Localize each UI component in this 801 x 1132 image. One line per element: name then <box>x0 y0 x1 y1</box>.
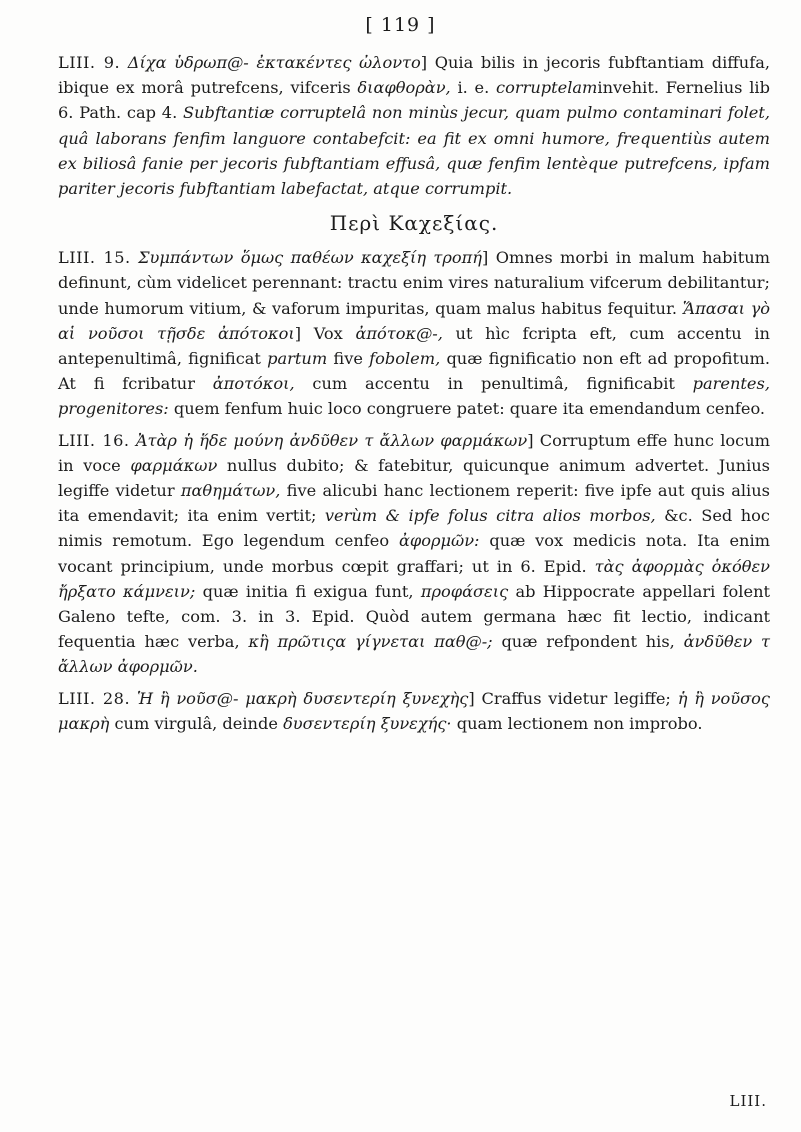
greek-lemma: Δίχα ὑδρωπ@- ἐκτακέντες ὠλοντο <box>127 53 421 72</box>
commentary-text: quem fenfum huic loco congruere patet: quare ita emendandum cenfeo. <box>173 399 766 419</box>
entry-number: LIII. 16. <box>58 430 130 450</box>
commentary-text: quæ refpondent his, <box>501 632 675 652</box>
entry-number: LIII. 9. <box>58 53 121 72</box>
greek-quotation: τὰς ἀφορμὰς ὁκόθεν ἤρξατο κάμνειν; <box>58 556 770 601</box>
commentary-text: nullus dubito; & fatebitur, quicunque animum advertet. Junius legiffe videtur <box>58 455 770 501</box>
page-number: [ 119 ] <box>365 14 436 36</box>
text-block <box>58 50 770 742</box>
italic-term: partum <box>267 349 328 369</box>
commentary-text: Craffus videtur legiffe; <box>481 688 671 708</box>
greek-lemma: Ἅπασαι γὸ αἱ νοῦσοι τῇσδε ἀπότοκοι <box>58 298 771 343</box>
commentary-text: Quia bilis in jecoris fubftantiam diffufa, ibique ex morâ putrefcens, vifceris <box>58 53 771 98</box>
greek-quotation: ἀνδῦθεν τ ἄλλων ἀφορμῶν. <box>58 632 770 677</box>
commentary-text: ab Hippocrate appellari folent Galeno tefte, com. 3. in 3. Epid. Quòd autem germana hæc fit lectio, indicant fequentia hæc verba, <box>58 581 770 652</box>
greek-word: ἀπότοκ@-, <box>355 323 443 343</box>
italic-term: fobolem, <box>369 349 441 369</box>
catchword: LIII. <box>729 1092 767 1110</box>
entry-number: LIII. 28. <box>58 688 131 708</box>
commentary-text: invehit. Fernelius lib 6. Path. cap 4. <box>58 78 770 123</box>
greek-quotation: ἡ ἢ νοῦσος μακρὴ <box>58 688 770 733</box>
commentary-text: quæ fignificatio non eft ad propofitum. At fi fcribatur <box>58 349 770 394</box>
greek-word: παθημάτων, <box>180 481 281 501</box>
italic-quotation: Subftantiæ corruptelâ non minùs jecur, quam pulmo contaminari folet, quâ laborans fenfim languore contabefcit: ea fit ex omni humore, frequentiùs autem ex biliosâ fanie per jecoris fubftantiam effusâ, quæ fenfim lentèque putrefcens, ipfam pariter jecoris fubftantiam labefactat, atque corrumpit. <box>58 103 770 199</box>
greek-lemma: Ἀτὰρ ἡ ἥδε μούνη ἀνδῦθεν τ ἄλλων φαρμάκων <box>135 430 528 450</box>
italic-term: corruptelam <box>496 78 598 98</box>
commentary-text: ut hìc fcripta eft, cum accentu in antepenultimâ, fignificat <box>58 323 770 369</box>
commentary-text: quæ initia fi exigua funt, <box>202 581 414 601</box>
greek-word: ἀποτόκοι, <box>212 374 295 394</box>
section-heading: Περὶ Καχεξίας. <box>329 211 499 236</box>
italic-quotation: verùm & ipfe folus citra alios morbos, <box>324 506 656 526</box>
commentary-text: five <box>333 349 363 369</box>
commentary-text: cum accentu in penultimâ, fignificabit <box>312 374 675 394</box>
commentary-text: five alicubi hanc lectionem reperit: five ipfe aut quis alius ita emendavit; ita enim vertit; <box>58 481 770 526</box>
entry-liii-9: LIII. 9. Δίχα ὑδρωπ@- ἐκτακέντες ὠλοντο] Quia bilis in jecoris fubftantiam diffufa, ibique ex morâ putrefcens, vifceris διαφθορὰν, i. e. corruptelaminvehit. Fernelius lib 6. Path. cap 4. Subftantiæ corruptelâ non minùs jecur, quam pulmo contaminari folet, quâ laborans fenfim languore contabefcit: ea fit ex omni humore, frequentiùs autem ex biliosâ fanie per jecoris fubftantiam effusâ, quæ fenfim lentèque putrefcens, ipfam pariter jecoris fubftantiam labefactat, atque corrumpit. <box>58 53 771 199</box>
commentary-text: Vox <box>313 323 343 343</box>
commentary-text: cum virgulâ, deinde <box>114 713 278 733</box>
entry-liii-16: LIII. 16. Ἀτὰρ ἡ ἥδε μούνη ἀνδῦθεν τ ἄλλων φαρμάκων] Corruptum effe hunc locum in voce φαρμάκων nullus dubito; & fatebitur, quicunque animum advertet. Junius legiffe videtur παθημάτων, five alicubi hanc lectionem reperit: five ipfe aut quis alius ita emendavit; ita enim vertit; verùm & ipfe folus citra alios morbos, &c. Sed hoc nimis remotum. Ego legendum cenfeo ἀφορμῶν: quæ vox medicis nota. Ita enim vocant principium, unde morbus cœpit graffari; ut in 6. Epid. τὰς ἀφορμὰς ὁκόθεν ἤρξατο κάμνειν; quæ initia fi exigua funt, προφάσεις ab Hippocrate appellari folent Galeno tefte, com. 3. in 3. Epid. Quòd autem germana hæc fit lectio, indicant fequentia hæc verba, κἢ πρῶτιςα γίγνεται παθ@-; quæ refpondent his, ἀνδῦθεν τ ἄλλων ἀφορμῶν. <box>58 430 771 677</box>
commentary-text: &c. Sed hoc nimis remotum. Ego legendum cenfeo <box>58 506 770 551</box>
commentary-text: i. e. <box>457 78 490 98</box>
commentary-text: Corruptum effe hunc locum in voce <box>58 430 770 475</box>
greek-word: προφάσεις <box>420 581 509 601</box>
entry-liii-15: LIII. 15. Συμπάντων ὅμως παθέων καχεξίη τροπή] Omnes morbi in malum habitum definunt, cùm videlicet perennant: tractu enim vires naturalium vifcerum debilitantur; unde humorum vitium, & vaforum impuritas, quam malus habitus fequitur. Ἅπασαι γὸ αἱ νοῦσοι τῇσδε ἀπότοκοι] Vox ἀπότοκ@-, ut hìc fcripta eft, cum accentu in antepenultimâ, fignificat partum five fobolem, quæ fignificatio non eft ad propofitum. At fi fcribatur ἀποτόκοι, cum accentu in penultimâ, fignificabit parentes, progenitores: quem fenfum huic loco congruere patet: quare ita emendandum cenfeo. <box>58 248 771 419</box>
italic-term: parentes, progenitores: <box>58 374 770 419</box>
greek-lemma: Συμπάντων ὅμως παθέων καχεξίη τροπή <box>138 248 482 268</box>
greek-word: ἀφορμῶν: <box>398 531 480 551</box>
greek-word: διαφθορὰν, <box>357 78 451 98</box>
commentary-text: Omnes morbi in malum habitum definunt, cùm videlicet perennant: tractu enim vires naturalium vifcerum debilitantur; unde humorum vitium, & vaforum impuritas, quam malus habitus fequitur. <box>58 248 770 318</box>
greek-word: φαρμάκων <box>130 455 218 475</box>
entry-number: LIII. 15. <box>58 248 131 268</box>
greek-quotation: κἢ πρῶτιςα γίγνεται παθ@-; <box>248 632 493 652</box>
greek-quotation: δυσεντερίη ξυνεχής· <box>283 713 452 733</box>
commentary-text: quæ vox medicis nota. Ita enim vocant principium, unde morbus cœpit graffari; ut in 6. Epid. <box>58 531 771 576</box>
greek-lemma: Ἡ ἢ νοῦσ@- μακρὴ δυσεντερίη ξυνεχὴς <box>136 688 469 708</box>
entry-liii-28: LIII. 28. Ἡ ἢ νοῦσ@- μακρὴ δυσεντερίη ξυνεχὴς] Craffus videtur legiffe; ἡ ἢ νοῦσος μακρὴ cum virgulâ, deinde δυσεντερίη ξυνεχής· quam lectionem non improbo. <box>58 688 770 733</box>
commentary-text: quam lectionem non improbo. <box>456 713 703 733</box>
